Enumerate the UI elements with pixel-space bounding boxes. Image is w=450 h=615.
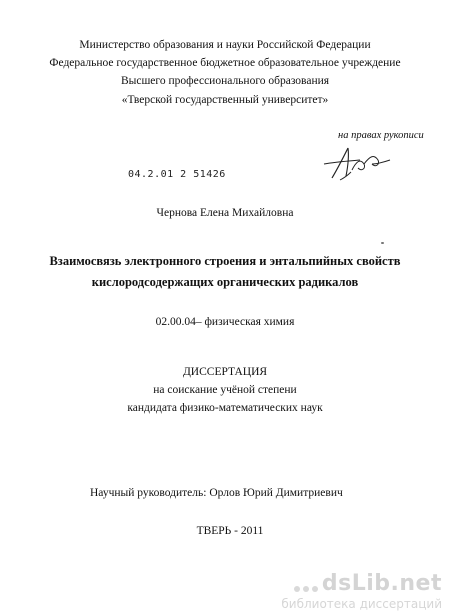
dissertation-title-line2: кислородсодержащих органических радикалов (91, 275, 359, 289)
work-type-line2: кандидата физико-математических наук (127, 402, 323, 414)
scan-speck (381, 242, 384, 244)
signature-icon (318, 142, 394, 188)
watermark-title: dsLib.net (321, 571, 442, 596)
work-type-line1: на соискание учёной степени (153, 384, 297, 396)
header-institution-type: Федеральное государственное бюджетное образовательное учреждение (49, 57, 401, 69)
specialty: 02.00.04– физическая химия (155, 316, 295, 328)
supervisor: Научный руководитель: Орлов Юрий Димитриевич (90, 487, 343, 499)
watermark-logo (281, 572, 442, 611)
dissertation-title-line1: Взаимосвязь электронного строения и энтальпийных свойств (49, 254, 401, 268)
work-type-label: ДИССЕРТАЦИЯ (182, 366, 268, 378)
header-university: «Тверской государственный университет» (121, 94, 329, 106)
header-ministry: Министерство образования и науки Российской Федерации (79, 39, 371, 51)
author-name: Чернова Елена Михайловна (156, 207, 294, 219)
watermark-subtitle: библиотека диссертаций (281, 597, 442, 611)
archive-stamp: 04.2.01 2 51426 (128, 169, 226, 180)
city-year: ТВЕРЬ - 2011 (196, 525, 264, 537)
header-institution-level: Высшего профессионального образования (120, 75, 330, 87)
manuscript-note: на правах рукописи (338, 130, 424, 141)
dots-icon (294, 586, 318, 592)
